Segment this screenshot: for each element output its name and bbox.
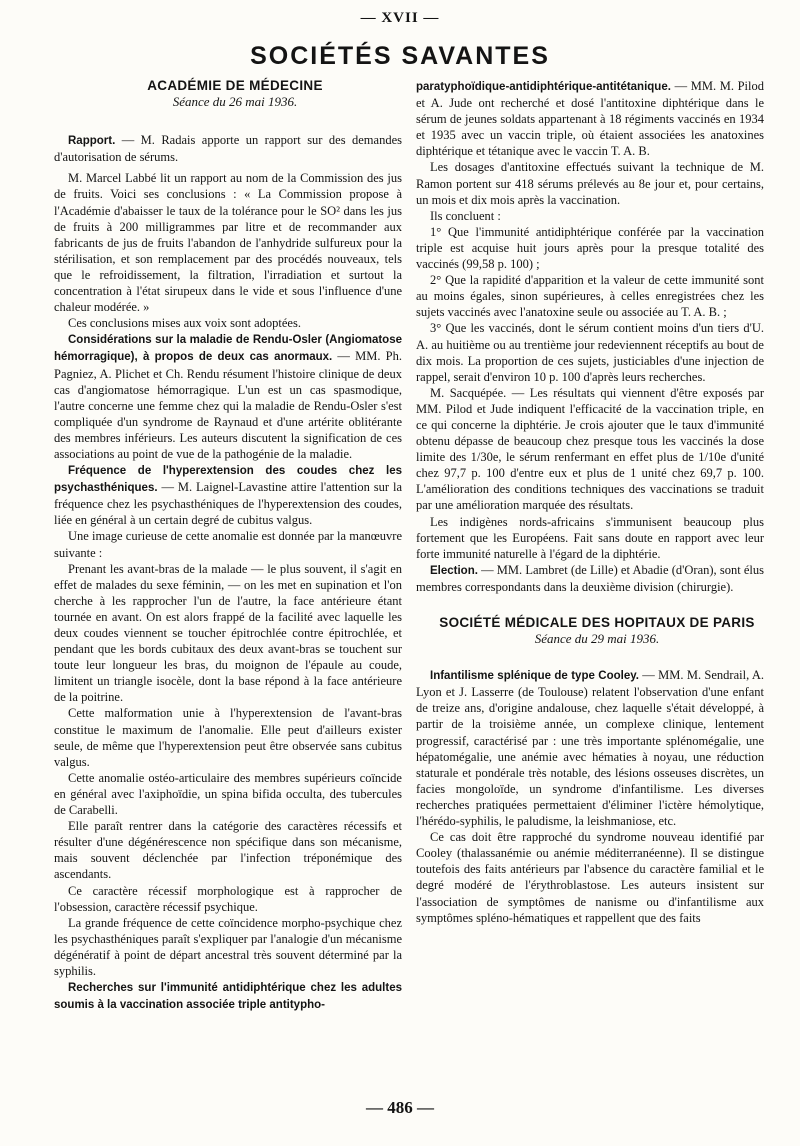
paragraph: La grande fréquence de cette coïncidence morpho-psychique chez les psychasthéniques paraît s'expliquer par l'analogie d'un mécanisme dégénératif à point de départ ancestral très souvent déterminé par la syphilis.: [54, 915, 402, 978]
societe-heading: SOCIÉTÉ MÉDICALE DES HOPITAUX DE PARIS: [439, 615, 755, 630]
paragraph-text: — MM. Lambret (de Lille) et Abadie (d'Oran), sont élus membres correspondants dans la deuxième division (chirurgie).: [416, 562, 764, 594]
paragraph: Ce caractère récessif morphologique est à rapprocher de l'obsession, caractère récessif psychique.: [54, 883, 402, 914]
paragraph: Une image curieuse de cette anomalie est donnée par la manœuvre suivante :: [54, 529, 402, 560]
paragraph: Cette malformation unie à l'hyperextension de l'avant-bras constitue le maximum de l'anomalie. Elle peut d'ailleurs exister seule, de même que l'hyperextension peut être observée sans cubitus valgus.: [54, 706, 402, 769]
paragraph: [416, 667, 764, 829]
paragraph: Ces conclusions mises aux voix sont adoptées.: [68, 316, 301, 331]
section-title: SOCIÉTÉS SAVANTES: [250, 42, 550, 70]
academie-heading: ACADÉMIE DE MÉDECINE: [147, 78, 323, 93]
paragraph: 2° Que la rapidité d'apparition et la valeur de cette immunité sont au moins égales, sinon supérieures, à celles enregistrées chez les sujets vaccinés avec l'anatoxine seule ou associée au T. A. B. ;: [416, 273, 764, 320]
paragraph-label: Infantilisme splénique de type Cooley.: [430, 670, 639, 683]
paragraph-label: Election.: [430, 564, 478, 577]
paragraph-text: — MM. Ph. Pagniez, A. Plichet et Ch. Rendu résument l'histoire clinique de deux cas d'angiomatose hémorragique. L'un est un cas spasmodique, l'autre concerne une femme chez qui la maladie de Rendu-Osler s'est compliquée d'un syndrome de Raynaud et d'une artérite oblitérante des membres inférieurs. Les auteurs discutent la signification de ces associations au point de vue de la pathogénie de la maladie.: [54, 349, 402, 461]
paragraph-label: Considérations sur la maladie de Rendu-Osler (Angiomatose hémorragique), à propos de deux cas anormaux.: [54, 334, 402, 364]
paragraph: Elle paraît rentrer dans la catégorie des caractères récessifs et résulter d'une dégénérescence non spécifique dans son mécanisme, mais souvent déclenchée par l'infection tréponémique des ascendants.: [54, 819, 402, 882]
paragraph-label: Rapport.: [68, 135, 116, 148]
paragraph: M. Sacquépée. — Les résultats qui viennent d'être exposés par MM. Pilod et Jude indiquent l'efficacité de la vaccination triple, en ce qui concerne la diphtérie. Je crois ajouter que le taux d'immunité obtenu dépasse de beaucoup chez presque tous les vaccinés la dose limite des 1/30e, le sérum renfermant en effet plus de 1/10e d'unité chez 97,7 p. 100 d'entre eux et plus de 1 unité chez 69,7 p. 100. L'amélioration des conditions techniques des vaccinations se traduit par une amélioration marquée des résultats.: [416, 385, 764, 513]
academie-session-date: Séance du 26 mai 1936.: [172, 94, 298, 110]
paragraph: Ce cas doit être rapproché du syndrome nouveau identifié par Cooley (thalassanémie ou anémie méditerranéenne). Il se distingue toutefois des faits antérieurs par l'absence du caractère familial et le degré modéré de l'érythroblastose. Les auteurs insistent sur l'association de symptômes de nanisme ou d'infantilisme aux symptômes spléno-hématiques et rappellent que des faits: [416, 830, 764, 925]
paragraph: 1° Que l'immunité antidiphtérique conférée par la vaccination triple est acquise huit jours après pour la presque totalité des vaccinés (99,58 p. 100) ;: [416, 224, 764, 272]
paragraph: [54, 979, 402, 1013]
paragraph-text: — MM. M. Pilod et A. Jude ont recherché et dosé l'antitoxine diphtérique dans le sérum de jeunes soldats appartenant à 18 régiments vaccinés en 1934 et 1935 avec un vaccin triple, où étaient associées les anatoxines diphtérique et tétanique avec le vaccin T. A. B.: [416, 79, 764, 159]
paragraph: 3° Que les vaccinés, dont le sérum contient moins d'un tiers d'U. A. au huitième ou au trentième jour redeviennent réceptifs au bout de dix mois. La proportion de ces sujets, justiciables d'une injection de rappel, serait d'environ 10 p. 100 d'après leurs recherches.: [416, 321, 764, 384]
paragraph: Ils concluent :: [430, 208, 501, 223]
paragraph: M. Marcel Labbé lit un rapport au nom de la Commission des jus de fruits. Voici ses conclusions : « La Commission propose à l'Académie d'abaisser le taux de la tolérance pour le SO² dans les jus de fruits à 200 milligrammes par litre et de recommander aux fabricants de jus de fruits l'abandon de l'anhydride sulfureux pour la stérilisation, et son remplacement par des procédés nouveaux, tels que le refroidissement, la filtration, l'irradiation et surtout la concentration à l'état sirupeux dans le vide et sous l'influence d'une chaleur modérée. »: [54, 171, 402, 315]
societe-session-date: Séance du 29 mai 1936.: [534, 631, 660, 647]
paragraph-text: — M. Radais apporte un rapport sur des demandes d'autorisation de sérums.: [54, 133, 402, 165]
paragraph-text: — MM. M. Sendrail, A. Lyon et J. Lasserre (de Toulouse) relatent l'observation d'une enfant de treize ans, d'origine andalouse, chez laquelle s'était développé, à partir de la troisième année, un complexe clinique, lentement progressif, caractérisé par : une très importante splénomégalie, une hépatomégalie, une anémie avec hématies à noyau, une réduction staturale et pondérale très notable, des lésions osseuses discrètes, un facies mongoloïde, un syndrome d'infantilisme. Les diverses recherches pratiquées permettaient d'éliminer l'ictère hémolytique, l'hérédo-syphilis, le paludisme, la leishmaniose, etc.: [416, 668, 764, 829]
left-column: [54, 78, 402, 1013]
paragraph-label: Recherches sur l'immunité antidiphtérique chez les adultes soumis à la vaccination associée triple antitypho-: [54, 982, 402, 1012]
paragraph: Les dosages d'antitoxine effectués suivant la technique de M. Ramon portent sur 418 sérums prélevés au 8e jour et, pour certains, un mois et dix mois après la vaccination.: [416, 160, 764, 207]
paragraph: Cette anomalie ostéo-articulaire des membres supérieurs coïncide en général avec l'axiphoïdie, un spina bifida occulta, des tubercules de Carabelli.: [54, 770, 402, 818]
paragraph: [54, 132, 402, 165]
paragraph-label: paratyphoïdique-antidiphtérique-antitétanique.: [416, 81, 671, 93]
running-page-number: — XVII —: [360, 10, 440, 26]
paragraph: [416, 78, 764, 159]
paragraph: [54, 462, 402, 528]
paragraph-text: — M. Laignel-Lavastine attire l'attention sur la fréquence chez les psychasthéniques de l'hyperextension des coudes, liée en général à un certain degré de cubitus valgus.: [54, 480, 402, 528]
paragraph: [416, 562, 764, 595]
paragraph: Les indigènes nords-africains s'immunisent beaucoup plus fortement que les Européens. Fait sans doute en rapport avec leur forte immunité naturelle à l'égard de la diphtérie.: [416, 514, 764, 561]
page-number: — 486 —: [366, 1098, 434, 1117]
paragraph-label: Fréquence de l'hyperextension des coudes chez les psychasthéniques.: [54, 465, 402, 495]
paragraph: [54, 331, 402, 462]
paragraph: Prenant les avant-bras de la malade — le plus souvent, il s'agit en effet de malades du sexe féminin, — on les met en supination et l'on cherche à les rapprocher l'un de l'autre, la face antérieure étant tournée en avant. On est alors frappé de la facilité avec laquelle les deux coudes viennent se toucher épitrochlée contre épitrochlée, et pendant que les bords cubitaux des deux avant-bras se touchent sur toute leur longueur les bras, du moignon de l'épaule au coude, limitent un triangle isocèle, dont la base répond à la face antérieure de la poitrine.: [54, 561, 402, 705]
right-column: [416, 78, 764, 926]
